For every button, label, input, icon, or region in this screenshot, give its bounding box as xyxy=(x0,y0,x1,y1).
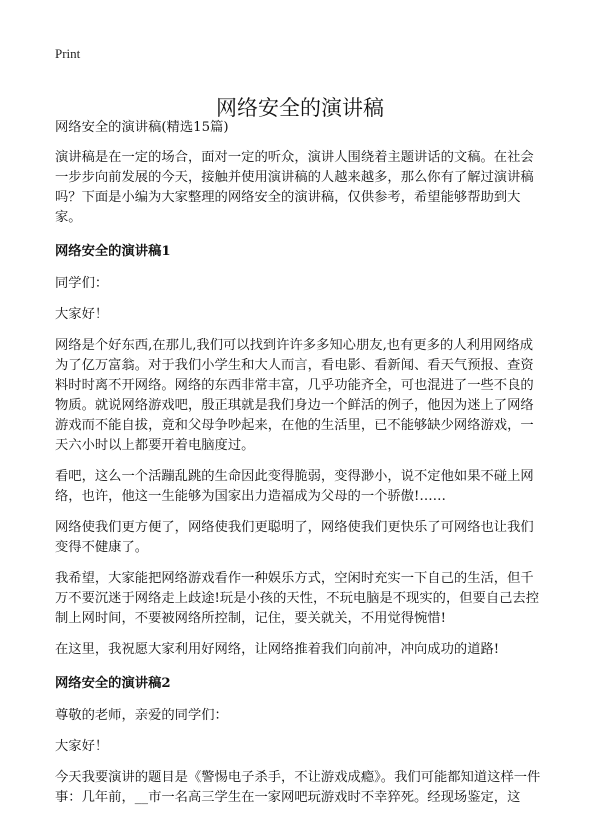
paragraph: 在这里，我祝愿大家利用好网络，让网络推着我们向前冲，冲向成功的道路! xyxy=(55,642,500,657)
print-link[interactable]: Print xyxy=(55,46,81,61)
article-body xyxy=(55,118,545,819)
intro-paragraph: 演讲稿是在一定的场合，面对一定的听众，演讲人围绕着主题讲话的文稿。在社会一步步向前发展的今天，接触并使用演讲稿的人越来越多，那么你有了解过演讲稿吗？下面是小编为大家整理的网络安全的演讲稿，仅供参考，希望能够帮助到大家。 xyxy=(55,150,534,225)
paragraph: 今天我要演讲的题目是《警惕电子杀手，不让游戏成瘾》。我们可能都知道这样一件事：几年前，__市一名高三学生在一家网吧玩游戏时不幸猝死。经现场鉴定，这 xyxy=(55,770,541,805)
paragraph: 大家好！ xyxy=(55,307,109,322)
paragraph: 网络使我们更方便了，网络使我们更聪明了，网络使我们更快乐了可网络也让我们变得不健康了。 xyxy=(55,520,534,555)
page-title: 网络安全的演讲稿 xyxy=(216,96,384,121)
section-heading-2: 网络安全的演讲稿2 xyxy=(55,676,171,691)
section-heading-1: 网络安全的演讲稿1 xyxy=(55,244,171,259)
paragraph: 我希望，大家能把网络游戏看作一种娱乐方式，空闲时充实一下自己的生活，但千万不要沉迷于网络走上歧途!玩是小孩的天性，不玩电脑是不现实的，但要自己去控制上网时间，不要被网络所控制，记住，要关就关，不用觉得惋惜! xyxy=(55,571,540,626)
paragraph: 尊敬的老师，亲爱的同学们： xyxy=(55,708,228,723)
paragraph: 网络是个好东西,在那儿,我们可以找到许许多多知心朋友,也有更多的人利用网络成为了亿万富翁。对于我们小学生和大人而言，看电影、看新闻、看天气预报、查资料时时离不开网络。网络的东西非常丰富，几乎功能齐全，可也混进了一些不良的物质。就说网络游戏吧，殷正琪就是我们身边一个鲜活的例子，他因为迷上了网络游戏而不能自拔，竟和父母争吵起来，在他的生活里，已不能够缺少网络游戏，一天六小时以上都要开着电脑度过。 xyxy=(55,338,534,453)
paragraph: 大家好！ xyxy=(55,739,109,754)
paragraph: 同学们： xyxy=(55,276,109,291)
paragraph: 看吧，这么一个活蹦乱跳的生命因此变得脆弱，变得渺小，说不定他如果不碰上网络，也许，他这一生能够为国家出力造福成为父母的一个骄傲!…… xyxy=(55,469,534,504)
article-subtitle: 网络安全的演讲稿(精选15篇) xyxy=(55,120,229,135)
